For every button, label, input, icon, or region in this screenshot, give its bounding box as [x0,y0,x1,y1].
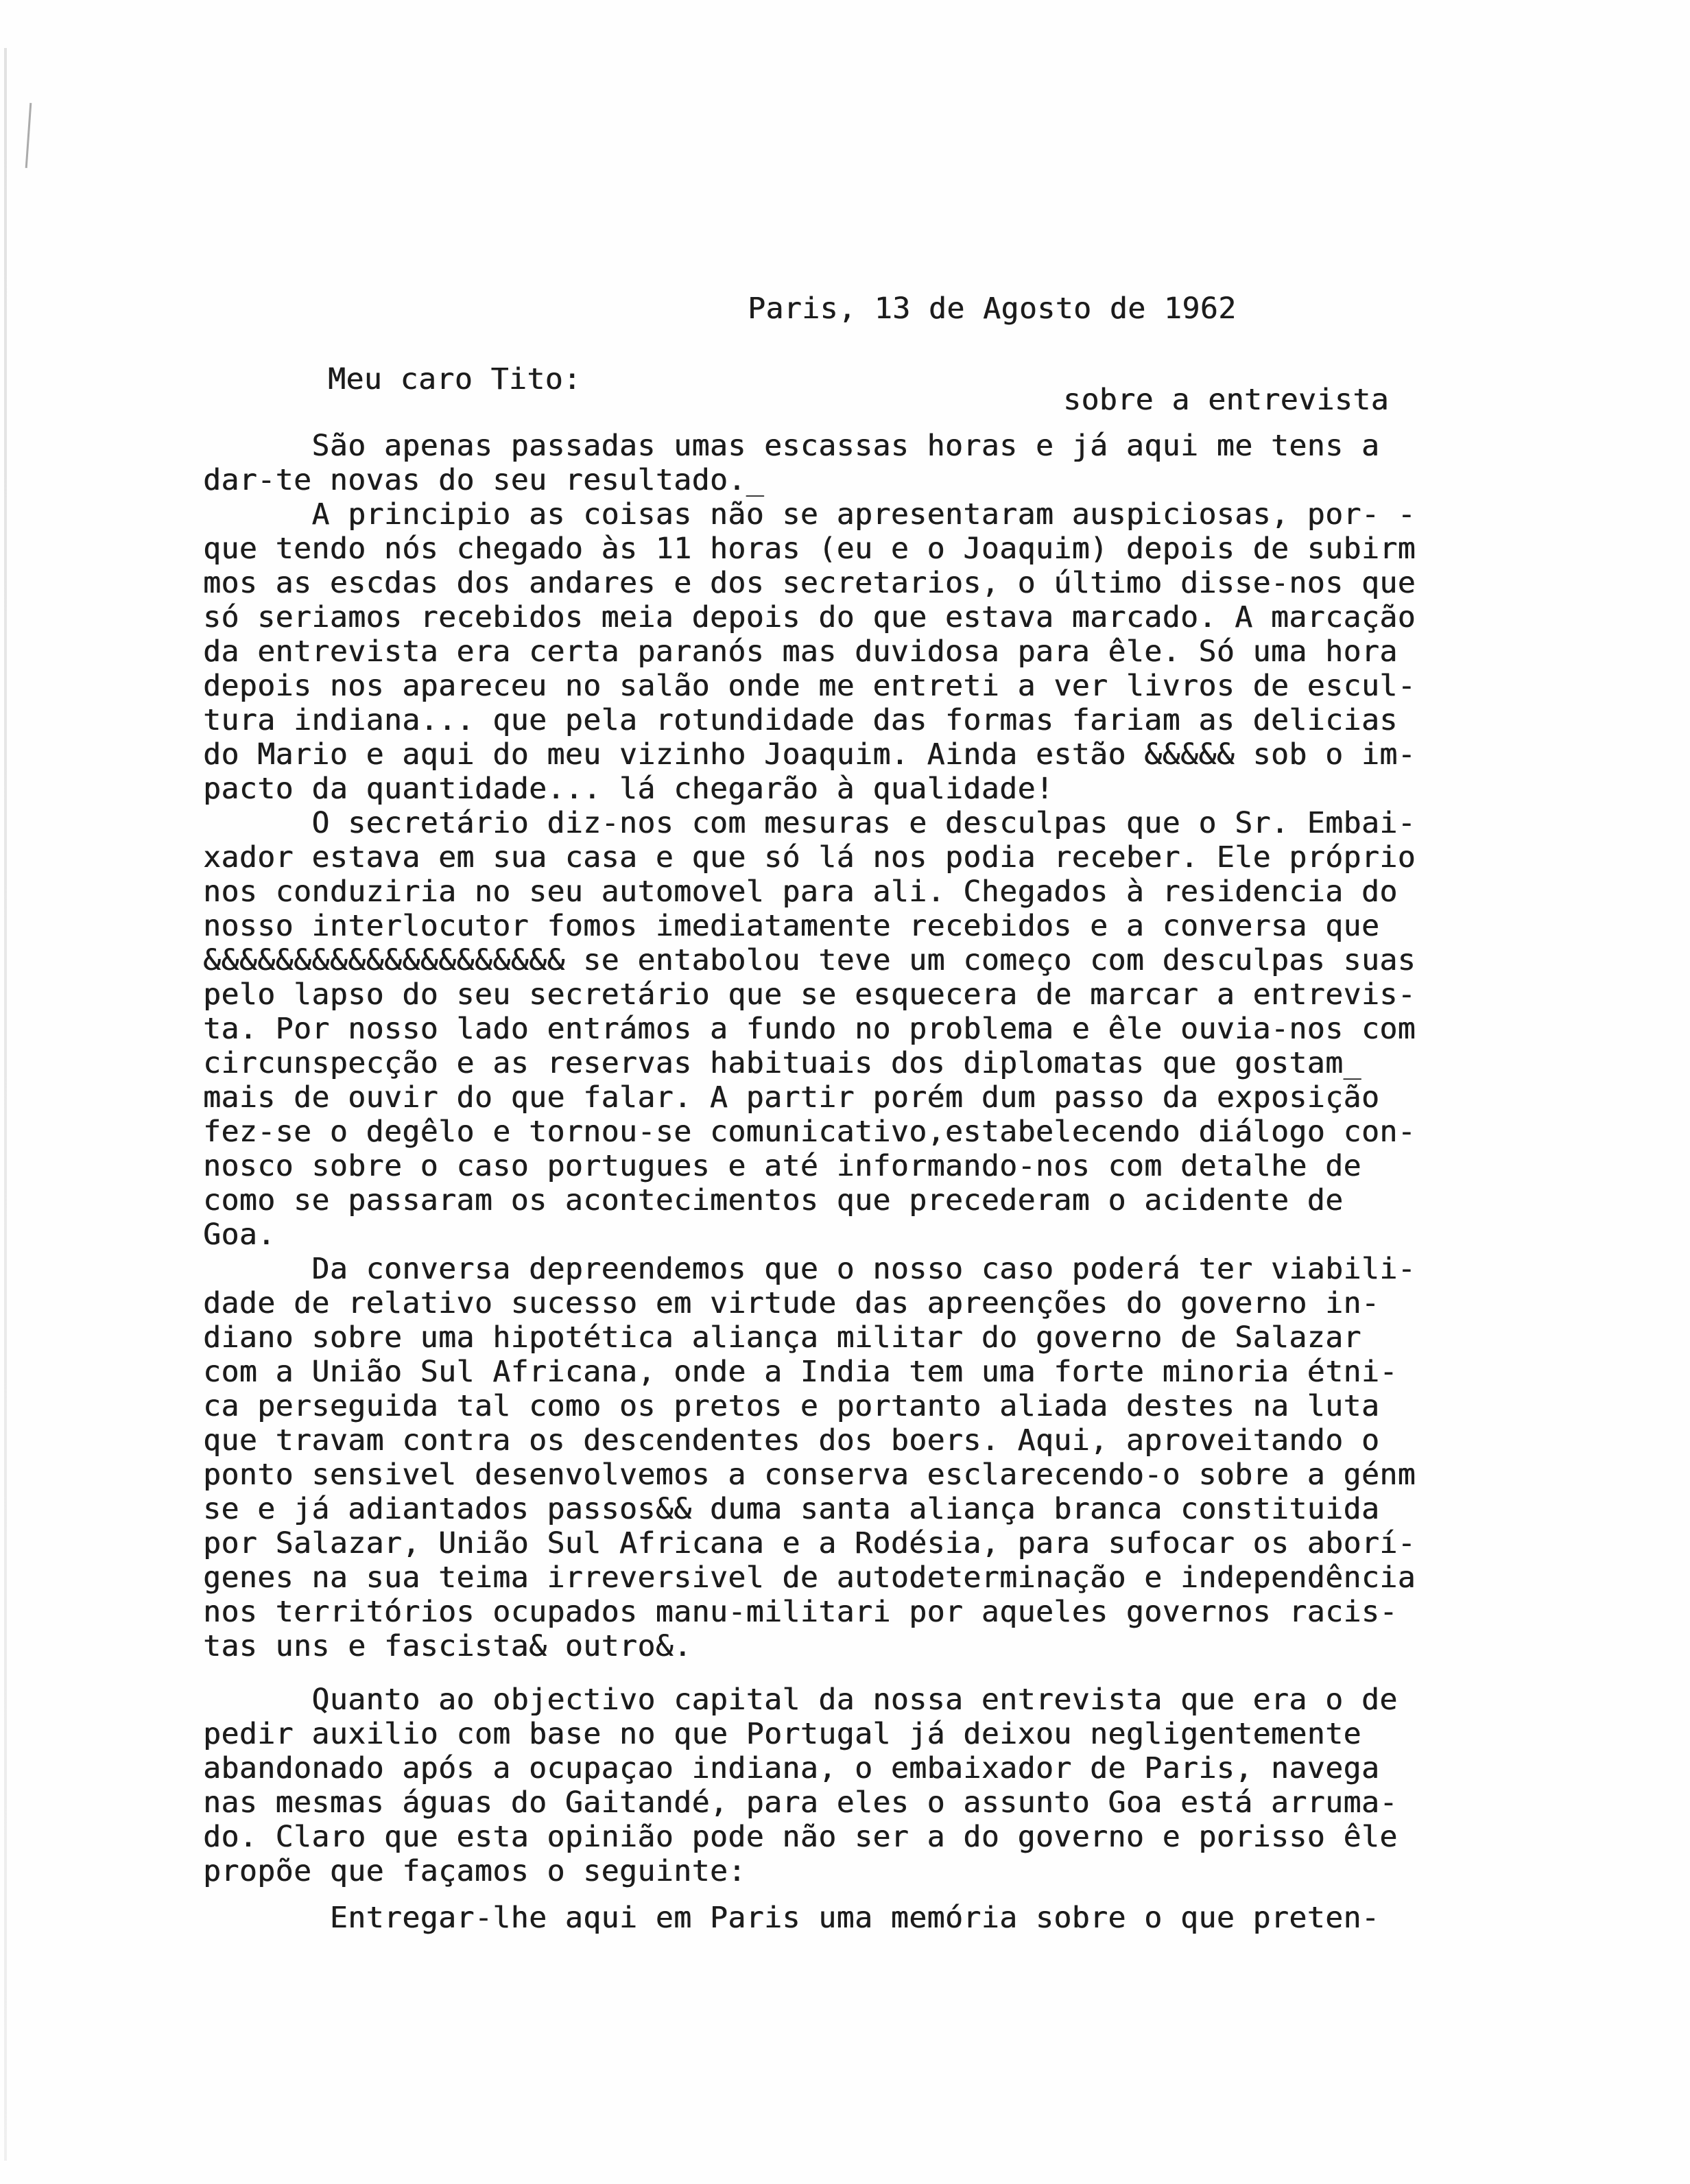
text-line: que tendo nós chegado às 11 horas (eu e o Joaquim) depois de subirm [203,532,1416,566]
text-line: nos territórios ocupados manu-militari por aqueles governos racis- [203,1595,1398,1629]
paragraph-4 [203,1252,1616,1663]
text-line: O secretário diz-nos com mesuras e desculpas que o Sr. Embai- [203,806,1416,840]
text-line: ta. Por nosso lado entrámos a fundo no problema e êle ouvia-nos com [203,1012,1416,1046]
paragraph-3 [203,806,1616,1252]
text-line: genes na sua teima irreversivel de autodeterminação e independência [203,1560,1416,1595]
text-line: Entregar-lhe aqui em Paris uma memória sobre o que preten- [203,1901,1380,1935]
text-line: do. Claro que esta opinião pode não ser a do governo e porisso êle [203,1820,1398,1854]
text-line: por Salazar, União Sul Africana e a Rodésia, para sufocar os aborí- [203,1526,1416,1560]
subject-line: sobre a entrevista [1063,383,1389,417]
text-line: pacto da quantidade... lá chegarão à qualidade! [203,772,1054,806]
text-line: do Mario e aqui do meu vizinho Joaquim. Ainda estão &&&&& sob o im- [203,737,1416,772]
margin-pencil-mark [25,103,32,168]
text-line: da entrevista era certa paranós mas duvidosa para êle. Só uma hora [203,634,1398,669]
text-line: que travam contra os descendentes dos boers. Aqui, aproveitando o [203,1423,1380,1458]
text-line: só seriamos recebidos meia depois do que estava marcado. A marcação [203,600,1416,634]
paragraph-1 [203,429,1616,497]
paragraph-2 [203,497,1616,806]
text-line: se e já adiantados passos&& duma santa aliança branca constituida [203,1492,1380,1526]
dateline: Paris, 13 de Agosto de 1962 [748,292,1237,326]
text-line: &&&&&&&&&&&&&&&&&&&& se entabolou teve um começo com desculpas suas [203,943,1416,977]
paragraph-6 [203,1901,1616,1935]
text-line: Quanto ao objectivo capital da nossa entrevista que era o de [203,1683,1398,1717]
text-line: dar-te novas do seu resultado._ [203,463,765,497]
page-edge-shadow [4,48,7,2161]
text-line: pelo lapso do seu secretário que se esquecera de marcar a entrevis- [203,977,1416,1012]
text-line: abandonado após a ocupaçao indiana, o embaixador de Paris, navega [203,1751,1380,1785]
text-line: fez-se o degêlo e tornou-se comunicativo,estabelecendo diálogo con- [203,1115,1416,1149]
text-line: nos conduziria no seu automovel para ali. Chegados à residencia do [203,875,1398,909]
text-line: ponto sensivel desenvolvemos a conserva esclarecendo-o sobre a génm [203,1458,1416,1492]
text-line: Da conversa depreendemos que o nosso caso poderá ter viabili- [203,1252,1416,1286]
paragraph-5 [203,1683,1616,1888]
text-line: mos as escdas dos andares e dos secretarios, o último disse-nos que [203,566,1416,600]
text-line: com a União Sul Africana, onde a India tem uma forte minoria étni- [203,1355,1398,1389]
paragraph-gap [203,1888,1616,1901]
text-line: A principio as coisas não se apresentaram auspiciosas, por- - [203,497,1416,532]
text-line: nosso interlocutor fomos imediatamente recebidos e a conversa que [203,909,1380,943]
text-line: nas mesmas águas do Gaitandé, para eles o assunto Goa está arruma- [203,1785,1398,1820]
text-line: tura indiana... que pela rotundidade das formas fariam as delicias [203,703,1398,737]
salutation: Meu caro Tito: [328,362,582,396]
text-line: como se passaram os acontecimentos que precederam o acidente de [203,1183,1344,1218]
text-line: Goa. [203,1218,276,1252]
text-line: pedir auxilio com base no que Portugal já deixou negligentemente [203,1717,1361,1751]
text-line: mais de ouvir do que falar. A partir porém dum passo da exposição [203,1080,1380,1115]
text-line: diano sobre uma hipotética aliança militar do governo de Salazar [203,1320,1361,1355]
paragraph-gap [203,1663,1616,1683]
text-line: dade de relativo sucesso em virtude das apreenções do governo in- [203,1286,1380,1320]
text-line: xador estava em sua casa e que só lá nos podia receber. Ele próprio [203,840,1416,875]
text-line: nosco sobre o caso portugues e até informando-nos com detalhe de [203,1149,1361,1183]
text-line: ca perseguida tal como os pretos e portanto aliada destes na luta [203,1389,1380,1423]
letter-body [203,429,1616,1935]
text-line: tas uns e fascista& outro&. [203,1629,692,1663]
text-line: depois nos apareceu no salão onde me entreti a ver livros de escul- [203,669,1416,703]
text-line: circunspecção e as reservas habituais dos diplomatas que gostam_ [203,1046,1361,1080]
text-line: propõe que façamos o seguinte: [203,1854,746,1888]
text-line: São apenas passadas umas escassas horas e já aqui me tens a [203,429,1380,463]
